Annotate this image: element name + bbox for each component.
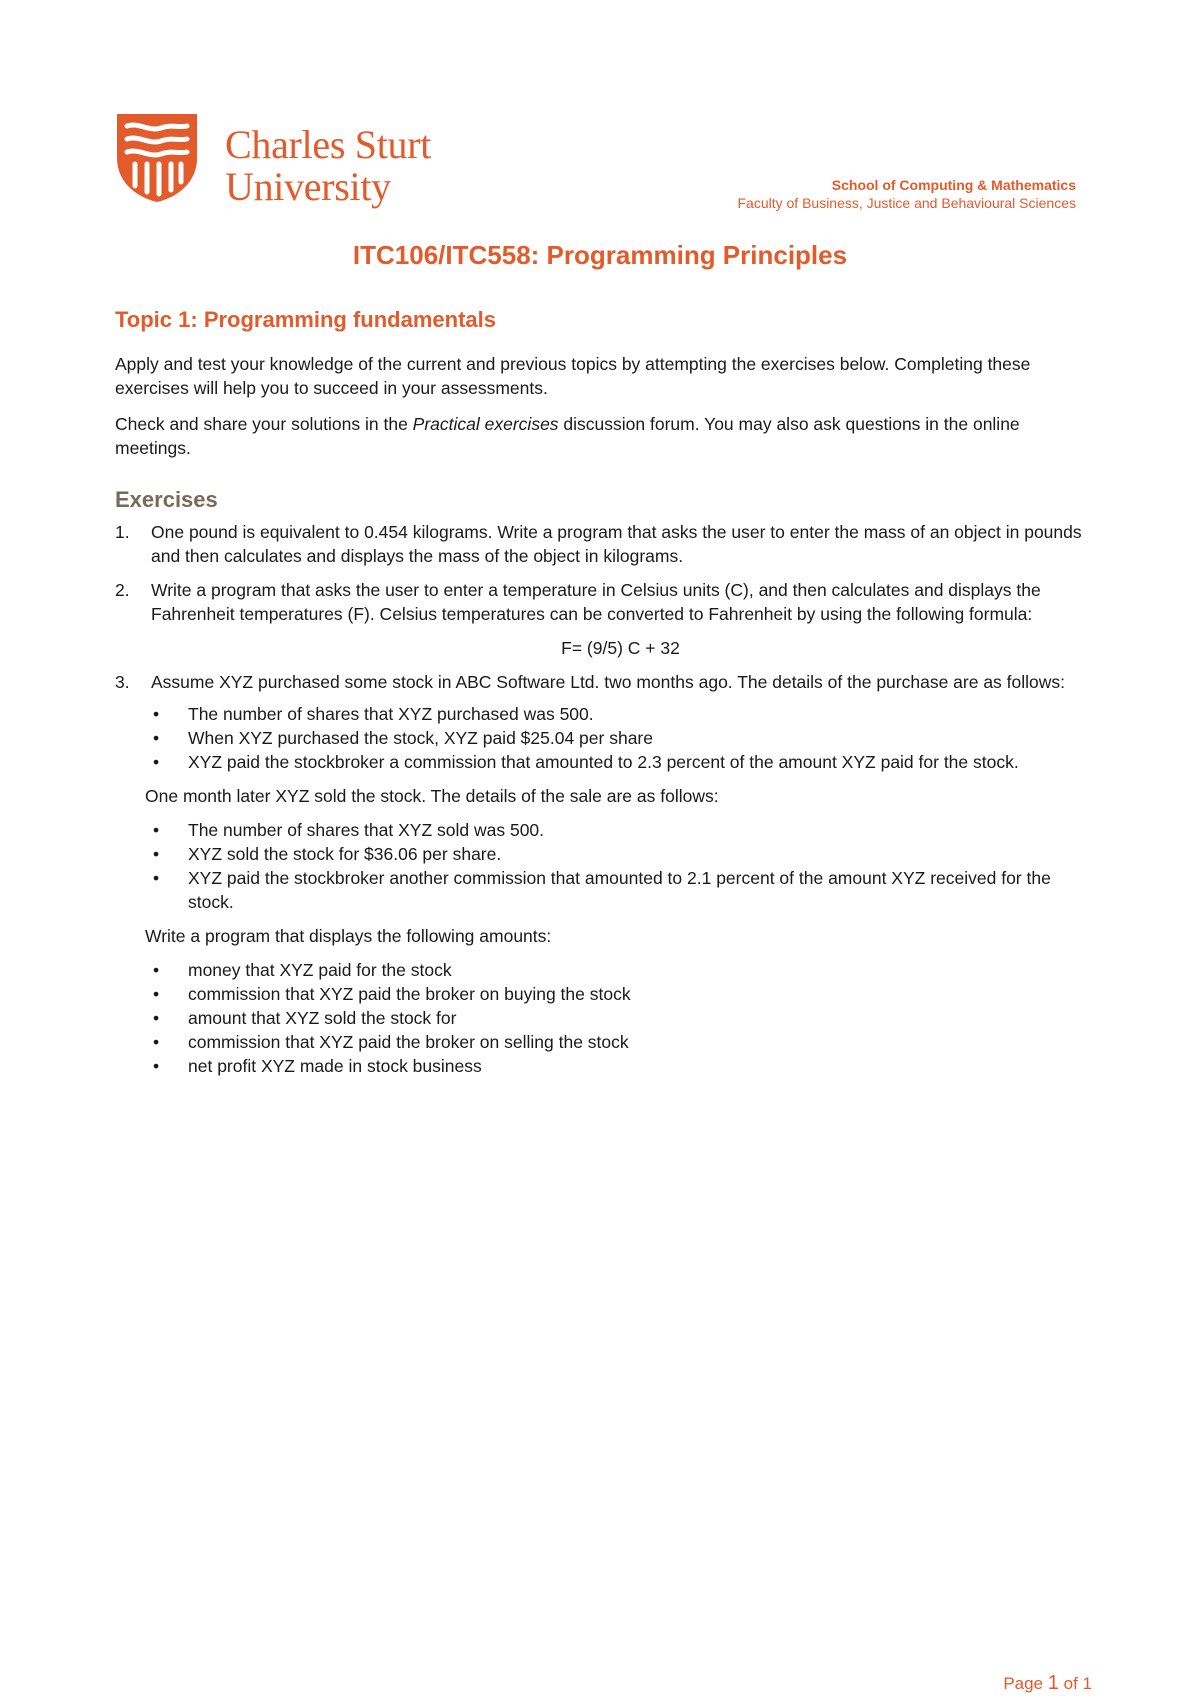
list-item <box>151 866 1090 914</box>
document-title: ITC106/ITC558: Programming Principles <box>352 240 848 270</box>
exercise-3 <box>115 670 1090 1078</box>
bullet-icon: • <box>153 1032 160 1052</box>
university-logo <box>115 112 431 208</box>
school-block <box>737 176 1076 212</box>
bullet-icon: • <box>153 1056 160 1076</box>
list-item <box>151 982 1090 1006</box>
list-item-text: The number of shares that XYZ purchased was 500. <box>188 704 594 724</box>
university-name <box>225 124 431 208</box>
exercise-number: 2. <box>115 580 130 600</box>
shield-logo-icon <box>115 112 199 204</box>
logo-line-2: University <box>225 164 391 209</box>
bullet-icon: • <box>153 1008 160 1028</box>
list-item <box>151 702 1090 726</box>
of-word: of <box>1063 1674 1078 1693</box>
list-item-text: The number of shares that XYZ sold was 500. <box>188 820 545 840</box>
bullet-icon: • <box>153 960 160 980</box>
exercise-text: Write a program that asks the user to enter a temperature in Celsius units (C), and then calculates and displays the Fahrenheit temperatures (F). Celsius temperatures can be converted to Fahrenheit by using the following formula: <box>151 580 1041 624</box>
list-item-text: money that XYZ paid for the stock <box>188 960 452 980</box>
bullet-icon: • <box>153 984 160 1004</box>
list-item-text: XYZ sold the stock for $36.06 per share. <box>188 844 502 864</box>
page-word: Page <box>1003 1674 1044 1693</box>
formula: F= (9/5) C + 32 <box>561 638 680 658</box>
intro-paragraph-1: Apply and test your knowledge of the current and previous topics by attempting the exercises below. Completing these exercises will help you to succeed in your assessments. <box>115 354 1031 398</box>
bullet-icon: • <box>153 820 160 840</box>
list-item <box>151 818 1090 842</box>
bullet-icon: • <box>153 752 160 772</box>
intro-text-end: discussion forum. You may also ask questions in the online meetings. <box>115 414 1020 458</box>
list-item <box>151 726 1090 750</box>
list-item-text: XYZ paid the stockbroker a commission that amounted to 2.3 percent of the amount XYZ paid for the stock. <box>188 752 1019 772</box>
list-item <box>151 750 1090 774</box>
exercise-2 <box>115 578 1090 660</box>
exercise-number: 1. <box>115 522 130 542</box>
logo-line-1: Charles Sturt <box>225 122 432 167</box>
intro-text-start: Check and share your solutions in the <box>115 414 413 434</box>
exercise-intro: Assume XYZ purchased some stock in ABC Software Ltd. two months ago. The details of the purchase are as follows: <box>151 672 1066 692</box>
list-item <box>151 1030 1090 1054</box>
sale-intro: One month later XYZ sold the stock. The details of the sale are as follows: <box>145 786 719 806</box>
bullet-icon: • <box>153 728 160 748</box>
list-item-text: When XYZ purchased the stock, XYZ paid $25.04 per share <box>188 728 653 748</box>
total-pages: 1 <box>1082 1674 1092 1693</box>
program-list <box>151 958 1090 1078</box>
list-item-text: amount that XYZ sold the stock for <box>188 1008 457 1028</box>
page-number: 1 <box>1047 1672 1059 1694</box>
list-item-text: commission that XYZ paid the broker on selling the stock <box>188 1032 629 1052</box>
list-item <box>151 1006 1090 1030</box>
purchase-list <box>151 702 1090 774</box>
list-item <box>151 842 1090 866</box>
exercise-text: One pound is equivalent to 0.454 kilograms. Write a program that asks the user to enter the mass of an object in pounds and then calculates and displays the mass of the object in kilograms. <box>151 522 1082 566</box>
exercise-1 <box>115 520 1090 568</box>
exercises-heading: Exercises <box>115 487 218 512</box>
bullet-icon: • <box>153 704 160 724</box>
school-name: School of Computing & Mathematics <box>831 177 1076 193</box>
sale-list <box>151 818 1090 914</box>
list-item-text: XYZ paid the stockbroker another commission that amounted to 2.1 percent of the amount XYZ received for the stock. <box>188 868 1051 912</box>
forum-name: Practical exercises <box>412 414 559 434</box>
list-item-text: commission that XYZ paid the broker on buying the stock <box>188 984 631 1004</box>
bullet-icon: • <box>153 868 160 888</box>
exercise-number: 3. <box>115 672 130 692</box>
list-item <box>151 1054 1090 1078</box>
list-item <box>151 958 1090 982</box>
faculty-name: Faculty of Business, Justice and Behavioural Sciences <box>737 195 1076 211</box>
bullet-icon: • <box>153 844 160 864</box>
topic-heading: Topic 1: Programming fundamentals <box>115 307 496 332</box>
intro-paragraph-2 <box>115 412 1090 460</box>
program-intro: Write a program that displays the following amounts: <box>145 926 552 946</box>
list-item-text: net profit XYZ made in stock business <box>188 1056 482 1076</box>
main-content <box>115 306 1090 1088</box>
page-footer <box>1003 1672 1092 1695</box>
